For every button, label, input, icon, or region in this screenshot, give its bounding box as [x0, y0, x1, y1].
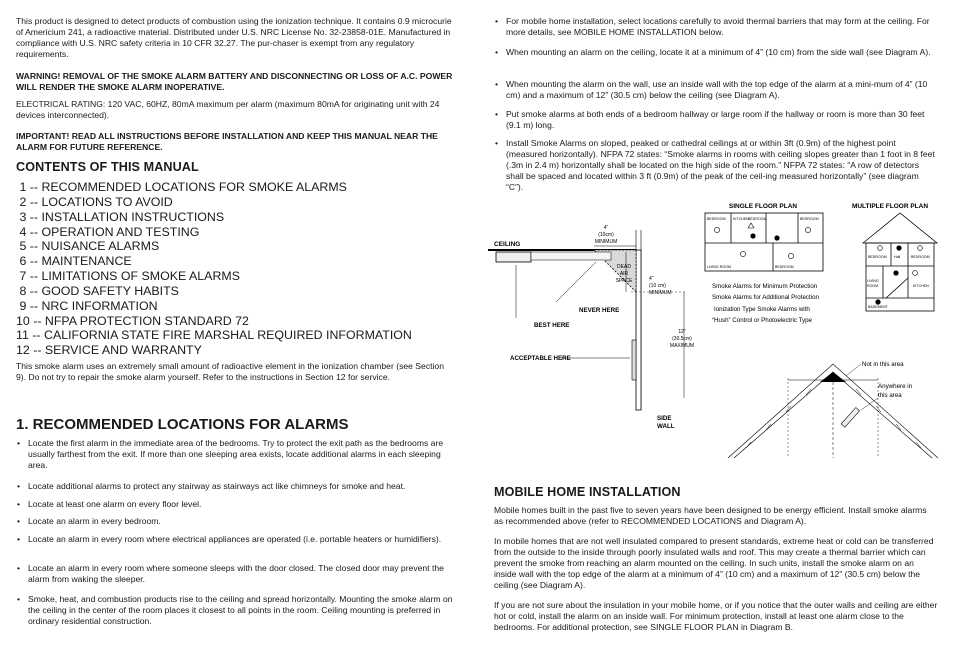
contents-item: 4 -- OPERATION AND TESTING [16, 224, 200, 239]
alarm-minimum-icon [893, 270, 898, 275]
bullet-item: • Locate an alarm in every bedroom. [17, 516, 161, 526]
slope-alarm-icon [841, 407, 859, 427]
dim-side-text-1: 4" [649, 276, 654, 282]
ceiling-label: CEILING [494, 241, 521, 248]
contents-item: 7 -- LIMITATIONS OF SMOKE ALARMS [16, 269, 240, 284]
alarm-minimum-icon [896, 245, 901, 250]
contents-item: 12 -- SERVICE AND WARRANTY [16, 343, 202, 358]
bullet-item: • When mounting the alarm on the wall, use an inside wall with the top edge of the alarm at a mini-mum of 4” (10 cm) and a maximum of 12” (30.5 cm) below the ceiling (see Diagram A). [495, 79, 928, 100]
ceiling-alarm-base [531, 252, 611, 260]
room-label-kitchen: KITCHEN [733, 217, 749, 221]
room-label-bedroom: BEDROOM [868, 255, 887, 259]
acceptable-alarm-icon [632, 340, 636, 380]
mobile-paragraph-2: In mobile homes that are not well insulated compared to present standards, extreme heat or cold can be transferred from the outside to the inside through poorly insulated walls and roof. This may create a thermal barrier which can prevent the smoke from reaching an alarm mounted on the ceiling. In such units, install the smoke alarm on an inside wall with the top edge of the alarm at a minimum of 4” (10 cm) and a maximum of 12” (30.5 cm) below the ceiling (see Diagram A). [494, 536, 934, 590]
bullet-item: • Locate an alarm in every room where electrical appliances are operated (i.e. portable heaters or humidifiers). [17, 534, 442, 544]
alarm-additional-icon [740, 251, 745, 256]
anywhere-label-2: this area [878, 392, 902, 399]
contents-item: 10 -- NFPA PROTECTION STANDARD 72 [16, 313, 249, 328]
room-label-bedroom: BEDROOM [800, 217, 819, 221]
never-leader [556, 262, 596, 302]
room-label-bedroom: BEDROOM [748, 217, 767, 221]
diagram-c-peaked-ceiling [726, 350, 944, 465]
radioactive-note: This smoke alarm uses an extremely small amount of radioactive element in the ionization chamber (see Section 9). Do not try to repair the smoke alarm yourself. Refer to the instructions in Section 12 for service. [16, 361, 444, 382]
legend-hush: “Hush” Control or Photoelectric Type [712, 317, 812, 324]
bullet-item: • When mounting an alarm on the ceiling, locate it at a minimum of 4” (10 cm) from the side wall (see Diagram A). [495, 47, 931, 57]
never-label: NEVER HERE [579, 307, 620, 314]
side-wall-label-2: WALL [657, 423, 675, 430]
legend-additional: Smoke Alarms for Additional Protection [712, 294, 819, 301]
legend-ionization: Ionization Type Smoke Alarms with [714, 306, 810, 313]
dead-text-1: DEAD [617, 264, 631, 270]
diagram-b-floor-plans [703, 198, 951, 333]
diagram-a-ceiling-wall [486, 210, 706, 435]
alarm-additional-icon [805, 227, 810, 232]
dim-side-text-2: (10 cm) [649, 283, 666, 289]
room-label-bedroom: BEDROOM [911, 255, 930, 259]
bullet-item: • Locate at least one alarm on every floor level. [17, 499, 202, 509]
single-floor-title: SINGLE FLOOR PLAN [728, 203, 798, 210]
room-label-hall: Hall [894, 255, 901, 259]
room-label-basement: BASEMENT [868, 305, 888, 309]
dim-max-text-1: 12" [678, 329, 686, 335]
dim-max-text-2: (30.5cm) [672, 336, 692, 342]
contents-item: 8 -- GOOD SAFETY HABITS [16, 283, 179, 298]
room-label-living: LIVING ROOM [707, 265, 731, 269]
dead-text-3: SPACE [615, 278, 633, 284]
electrical-rating: ELECTRICAL RATING: 120 VAC, 60HZ, 80mA maximum per alarm (maximum 80mA for originating unit with 24 devices interconnected). [16, 99, 440, 120]
bullet-item: • Put smoke alarms at both ends of a bedroom hallway or large room if the hallway or room is more than 30 feet (9.1 m) long. [495, 109, 925, 130]
contents-item: 3 -- INSTALLATION INSTRUCTIONS [16, 209, 225, 224]
side-wall [636, 250, 641, 410]
best-alarm-icon [496, 252, 531, 262]
acceptable-label: ACCEPTABLE HERE [510, 355, 571, 362]
contents-item: 6 -- MAINTENANCE [16, 254, 132, 269]
anywhere-leader [861, 398, 878, 410]
bullet-item: • For mobile home installation, select locations carefully to avoid thermal barriers that may form at the ceiling. For more details, see MOBILE HOME INSTALLATION below. [495, 16, 930, 37]
bullet-item: • Locate the first alarm in the immediate area of the bedrooms. Try to protect the exit path as the bedrooms are usually farthest from the exit. If more than one sleeping area exists, locate additional alarms in each sleeping area. [17, 438, 444, 470]
not-in-area-label: Not in this area [862, 361, 904, 368]
alarm-additional-icon [878, 246, 883, 251]
single-floor-outline [705, 213, 823, 271]
room-label-bedroom: BEDROOM [775, 265, 794, 269]
contents-item: 11 -- CALIFORNIA STATE FIRE MARSHAL REQUIRED INFORMATION [16, 328, 412, 343]
alarm-minimum-icon [750, 233, 755, 238]
dim-side-text-3: MINIMUM [649, 290, 672, 296]
contents-item: 1 -- RECOMMENDED LOCATIONS FOR SMOKE ALARMS [16, 180, 347, 194]
alarm-additional-icon [788, 253, 793, 258]
bullet-item: • Locate additional alarms to protect any stairway as stairways act like chimneys for smoke and heat. [17, 481, 406, 491]
multiple-floor-outline [863, 213, 937, 311]
important-notice: IMPORTANT! READ ALL INSTRUCTIONS BEFORE INSTALLATION AND KEEP THIS MANUAL NEAR THE ALARM FOR FUTURE REFERENCE. [16, 131, 438, 152]
side-wall-label-1: SIDE [657, 415, 672, 422]
room-label-kitchen: KITCHEN [913, 284, 929, 288]
dim-top-text-1: 4" [603, 225, 609, 231]
room-label-bedroom: BEDROOM [707, 217, 726, 221]
alarm-hush-icon [748, 223, 754, 228]
contents-heading: CONTENTS OF THIS MANUAL [16, 160, 199, 174]
intro-paragraph: This product is designed to detect products of combustion using the ionization technique. It contains 0.9 microcurie of Americium 241, a radioactive material. Distributed under U.S. NRC License No. 32-23858-01E. Manufactured in compliance with U.S. NRC safety criteria in 10 CFR 32.27. The pur-chaser is exempt from any regulatory requirements. [16, 16, 452, 59]
dead-text-2: AIR [619, 271, 629, 277]
room-label-living-1: LIVING [867, 279, 879, 283]
bullet-item: • Smoke, heat, and combustion products rise to the ceiling and spread horizontally. Mounting the smoke alarm on the ceiling in the center of the room places it closest to all points in the room. Ceiling mounting is preferred in ordinary residential construction. [17, 594, 453, 626]
alarm-minimum-icon [774, 235, 779, 240]
dim-top-text-3: MINIMUM [594, 239, 618, 245]
room-label-living-2: ROOM [867, 284, 879, 288]
warning-paragraph: WARNING! REMOVAL OF THE SMOKE ALARM BATTERY AND DISCONNECTING OR LOSS OF A.C. POWER WILL RENDER THE SMOKE ALARM INOPERATIVE. [16, 71, 453, 92]
alarm-additional-icon [913, 271, 918, 276]
alarm-additional-icon [714, 227, 719, 232]
contents-item: 2 -- LOCATIONS TO AVOID [16, 194, 173, 209]
alarm-additional-icon [918, 246, 923, 251]
not-in-area-zone [820, 372, 846, 382]
anywhere-label-1: Anywhere in [878, 383, 913, 390]
bullet-item: • Locate an alarm in every room where someone sleeps with the door closed. The closed door may prevent the alarm from waking the sleeper. [17, 563, 444, 584]
bullet-item: • Install Smoke Alarms on sloped, peaked or cathedral ceilings at or within 3ft (0.9m) of the highest point (measured horizontally). NFPA 72 states: “Smoke alarms in rooms with ceiling slopes greater than 1 foot in 8 feet (.3m in 2.4 m) horizontally shall be located on the high side of the room.” NFPA 72 states: “A row of detectors shall be spaced and located within 3 ft (0.9m) of the peak of the ceil-ing measured horizontally” (see diagram “C”). [495, 138, 935, 192]
contents-item: 5 -- NUISANCE ALARMS [16, 239, 160, 254]
contents-list [16, 180, 412, 358]
section1-heading: 1. RECOMMENDED LOCATIONS FOR ALARMS [16, 416, 349, 433]
dim-max-text-3: MAXIMUM [669, 343, 695, 349]
dim-top-text-2: (10cm) [598, 232, 614, 238]
mobile-paragraph-3: If you are not sure about the insulation in your mobile home, or if you notice that the outer walls and ceiling are either hot or cold, install the alarm on an inside wall. For minimum protection, install at least one alarm close to the bedrooms. For additional protection, see SINGLE FLOOR PLAN in Diagram B. [494, 600, 938, 632]
legend-minimum: Smoke Alarms for Minimum Protection [712, 283, 818, 290]
alarm-minimum-icon [875, 299, 880, 304]
mobile-home-heading: MOBILE HOME INSTALLATION [494, 485, 681, 499]
best-label: BEST HERE [534, 322, 570, 329]
multiple-floor-title: MULTIPLE FLOOR PLAN [851, 203, 929, 210]
mobile-paragraph-1: Mobile homes built in the past five to seven years have been designed to be energy efficient. Install smoke alarms as recommended above (refer to RECOMMENDED LOCATIONS and Diagram A). [494, 505, 927, 526]
contents-item: 9 -- NRC INFORMATION [16, 298, 158, 313]
not-in-leader [846, 364, 861, 376]
